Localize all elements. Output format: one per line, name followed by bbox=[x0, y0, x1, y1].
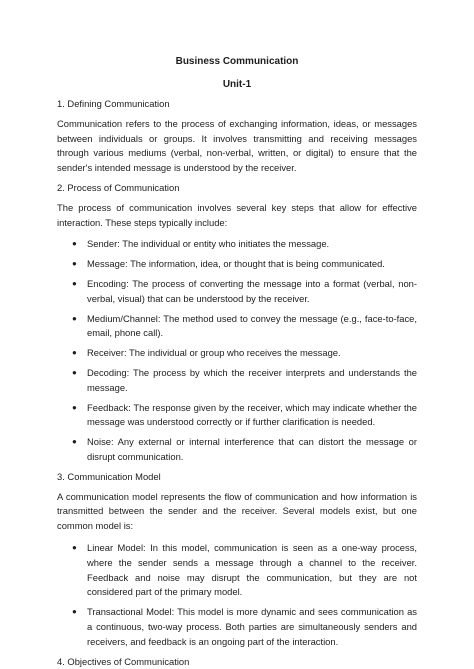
section-defining-communication bbox=[57, 97, 417, 176]
section-heading: 3. Communication Model bbox=[57, 470, 161, 482]
bullet-icon: ● bbox=[72, 437, 77, 447]
section-paragraph: The process of communication involves several key steps that allow for effective interaction. These steps typically include: bbox=[57, 201, 417, 228]
bullet-list bbox=[57, 541, 417, 650]
list-item: ● Message: The information, idea, or thought that is being communicated. bbox=[57, 257, 417, 272]
list-item: ● Medium/Channel: The method used to convey the message (e.g., face-to-face, email, phone call). bbox=[72, 312, 417, 339]
list-item: ● Noise: Any external or internal interference that can distort the message or disrupt communication. bbox=[72, 436, 417, 462]
bullet-icon: ● bbox=[72, 278, 77, 288]
unit-label: Unit-1 bbox=[222, 79, 252, 90]
document-title: Business Communication bbox=[175, 56, 299, 67]
bullet-icon: ● bbox=[72, 402, 77, 412]
bullet-icon: ● bbox=[72, 313, 77, 323]
section-communication-model bbox=[57, 470, 417, 650]
section-heading: 4. Objectives of Communication bbox=[57, 655, 190, 667]
bullet-icon: ● bbox=[72, 259, 77, 269]
list-item: ● Sender: The individual or entity who initiates the message. bbox=[57, 237, 417, 252]
list-item: ● Linear Model: In this model, communication is seen as a one-way process, where the sender sends a message through a channel to the receiver. Feedback and noise may disrupt the communication, but they are not considered part of the primary model. bbox=[72, 541, 417, 598]
section-objectives-of-communication bbox=[57, 655, 417, 669]
section-paragraph: A communication model represents the flow of communication and how information is transmitted between the sender and the receiver. Several models exist, but one common model is: bbox=[57, 490, 417, 532]
bullet-icon: ● bbox=[72, 607, 77, 617]
list-item: ● Encoding: The process of converting the message into a format (verbal, non-verbal, visual) that can be understood by the receiver. bbox=[72, 277, 417, 304]
list-item: ● Decoding: The process by which the receiver interprets and understands the message. bbox=[72, 366, 417, 393]
list-item: ● Transactional Model: This model is more dynamic and sees communication as a continuous, two-way process. Both parties are simultaneously senders and receivers, and feedback is an ongoing part of the interaction. bbox=[72, 606, 417, 647]
bullet-icon: ● bbox=[72, 239, 77, 249]
bullet-list bbox=[57, 237, 417, 464]
bullet-icon: ● bbox=[72, 348, 77, 358]
section-heading: 2. Process of Communication bbox=[57, 181, 180, 193]
section-heading: 1. Defining Communication bbox=[57, 98, 170, 109]
bullet-icon: ● bbox=[72, 542, 77, 552]
list-item: ● Feedback: The response given by the receiver, which may indicate whether the message was understood correctly or if further clarification is needed. bbox=[72, 401, 417, 428]
section-paragraph: Communication refers to the process of exchanging information, ideas, or messages between individuals or groups. It involves transmitting and receiving messages through various mediums (verbal, non-verbal, written, or digital) to ensure that the sender's intended message is understood by the receiver. bbox=[57, 117, 417, 174]
list-item: ● Receiver: The individual or group who receives the message. bbox=[57, 346, 417, 361]
bullet-icon: ● bbox=[72, 367, 77, 377]
section-process-of-communication bbox=[57, 181, 417, 465]
